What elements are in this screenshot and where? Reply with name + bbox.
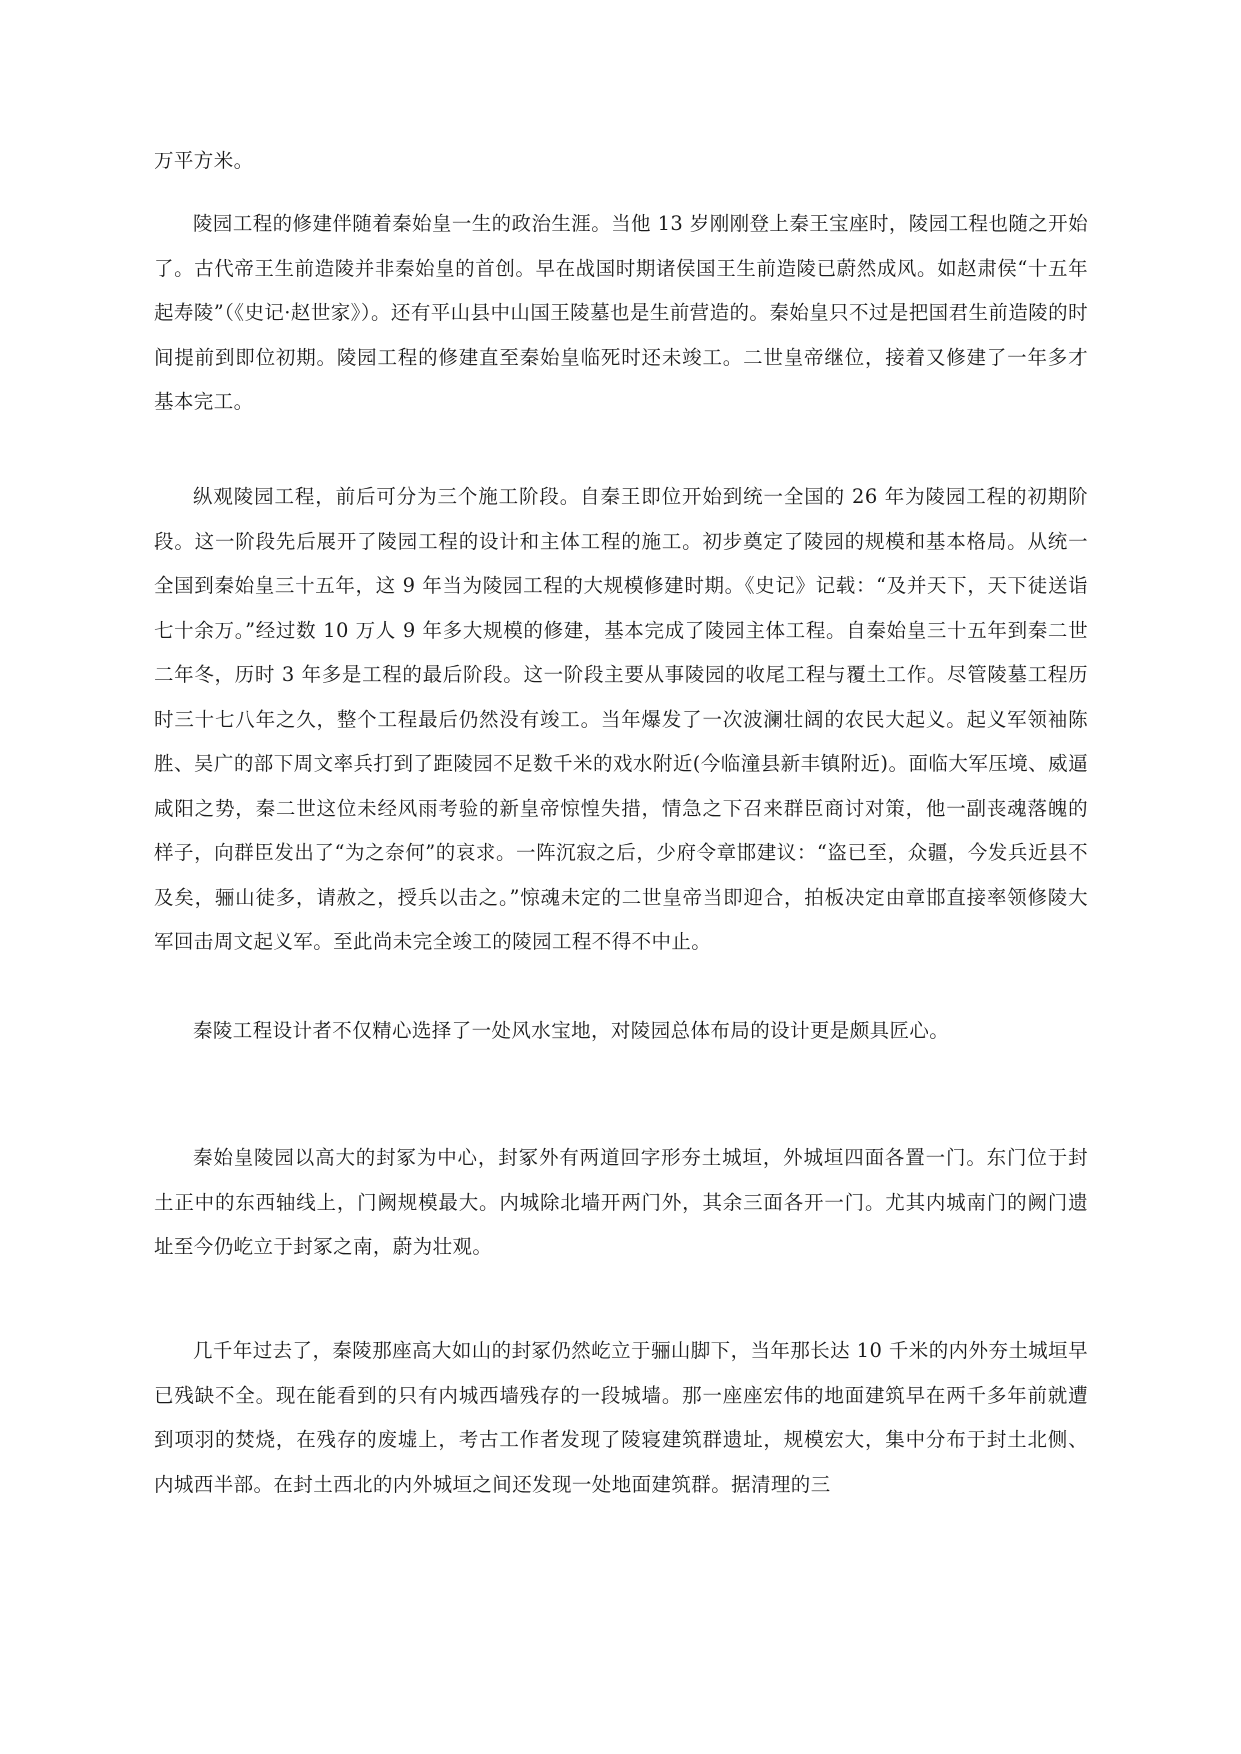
paragraph-construction-phases: 纵观陵园工程，前后可分为三个施工阶段。自秦王即位开始到统一全国的 26 年为陵园工程的初期阶段。这一阶段先后展开了陵园工程的设计和主体工程的施工。初步奠定了陵园的规模和基本格局。从统一全国到秦始皇三十五年，这 9 年当为陵园工程的大规模修建时期。《史记》记载：“及并天下，天下徒送诣七十余万。”经过数 10 万人 9 年多大规模的修建，基本完成了陵园主体工程。自秦始皇三十五年到秦二世二年冬，历时 3 年多是工程的最后阶段。这一阶段主要从事陵园的收尾工程与覆土工作。尽管陵墓工程历时三十七八年之久，整个工程最后仍然没有竣工。当年爆发了一次波澜壮阔的农民大起义。起义军领袖陈胜、吴广的部下周文率兵打到了距陵园不足数千米的戏水附近(今临潼县新丰镇附近)。面临大军压境、威逼咸阳之势，秦二世这位未经风雨考验的新皇帝惊惶失措，情急之下召来群臣商讨对策，他一副丧魂落魄的样子，向群臣发出了“为之奈何”的哀求。一阵沉寂之后，少府令章邯建议：“盗已至，众疆，今发兵近县不及矣，骊山徒多，请赦之，授兵以击之。”惊魂未定的二世皇帝当即迎合，拍板决定由章邯直接率领修陵大军回击周文起义军。至此尚未完全竣工的陵园工程不得不中止。 bbox=[154, 485, 1088, 953]
paragraph-mausoleum-layout: 秦始皇陵园以高大的封冢为中心，封冢外有两道回字形夯土城垣，外城垣四面各置一门。东门位于封土正中的东西轴线上，门阙规模最大。内城除北墙开两门外，其余三面各开一门。尤其内城南门的阙门遗址至今仍屹立于封冢之南，蔚为壮观。 bbox=[154, 1146, 1088, 1258]
paragraph-remains: 几千年过去了，秦陵那座高大如山的封冢仍然屹立于骊山脚下，当年那长达 10 千米的内外夯土城垣早已残缺不全。现在能看到的只有内城西墙残存的一段城墙。那一座座宏伟的地面建筑早在两千多年前就遭到项羽的焚烧，在残存的废墟上，考古工作者发现了陵寝建筑群遗址，规模宏大，集中分布于封土北侧、内城西半部。在封土西北的内外城垣之间还发现一处地面建筑群。据清理的三 bbox=[154, 1339, 1088, 1496]
paragraph-continuation: 万平方米。 bbox=[154, 149, 254, 172]
paragraph-design-intro: 秦陵工程设计者不仅精心选择了一处风水宝地，对陵园总体布局的设计更是颇具匠心。 bbox=[193, 1019, 950, 1042]
paragraph-construction-timeline: 陵园工程的修建伴随着秦始皇一生的政治生涯。当他 13 岁刚刚登上秦王宝座时，陵园工程也随之开始了。古代帝王生前造陵并非秦始皇的首创。早在战国时期诸侯国王生前造陵已蔚然成风。如赵肃侯“十五年起寿陵”（《史记·赵世家》）。还有平山县中山国王陵墓也是生前营造的。秦始皇只不过是把国君生前造陵的时间提前到即位初期。陵园工程的修建直至秦始皇临死时还未竣工。二世皇帝继位，接着又修建了一年多才基本完工。 bbox=[154, 212, 1088, 413]
